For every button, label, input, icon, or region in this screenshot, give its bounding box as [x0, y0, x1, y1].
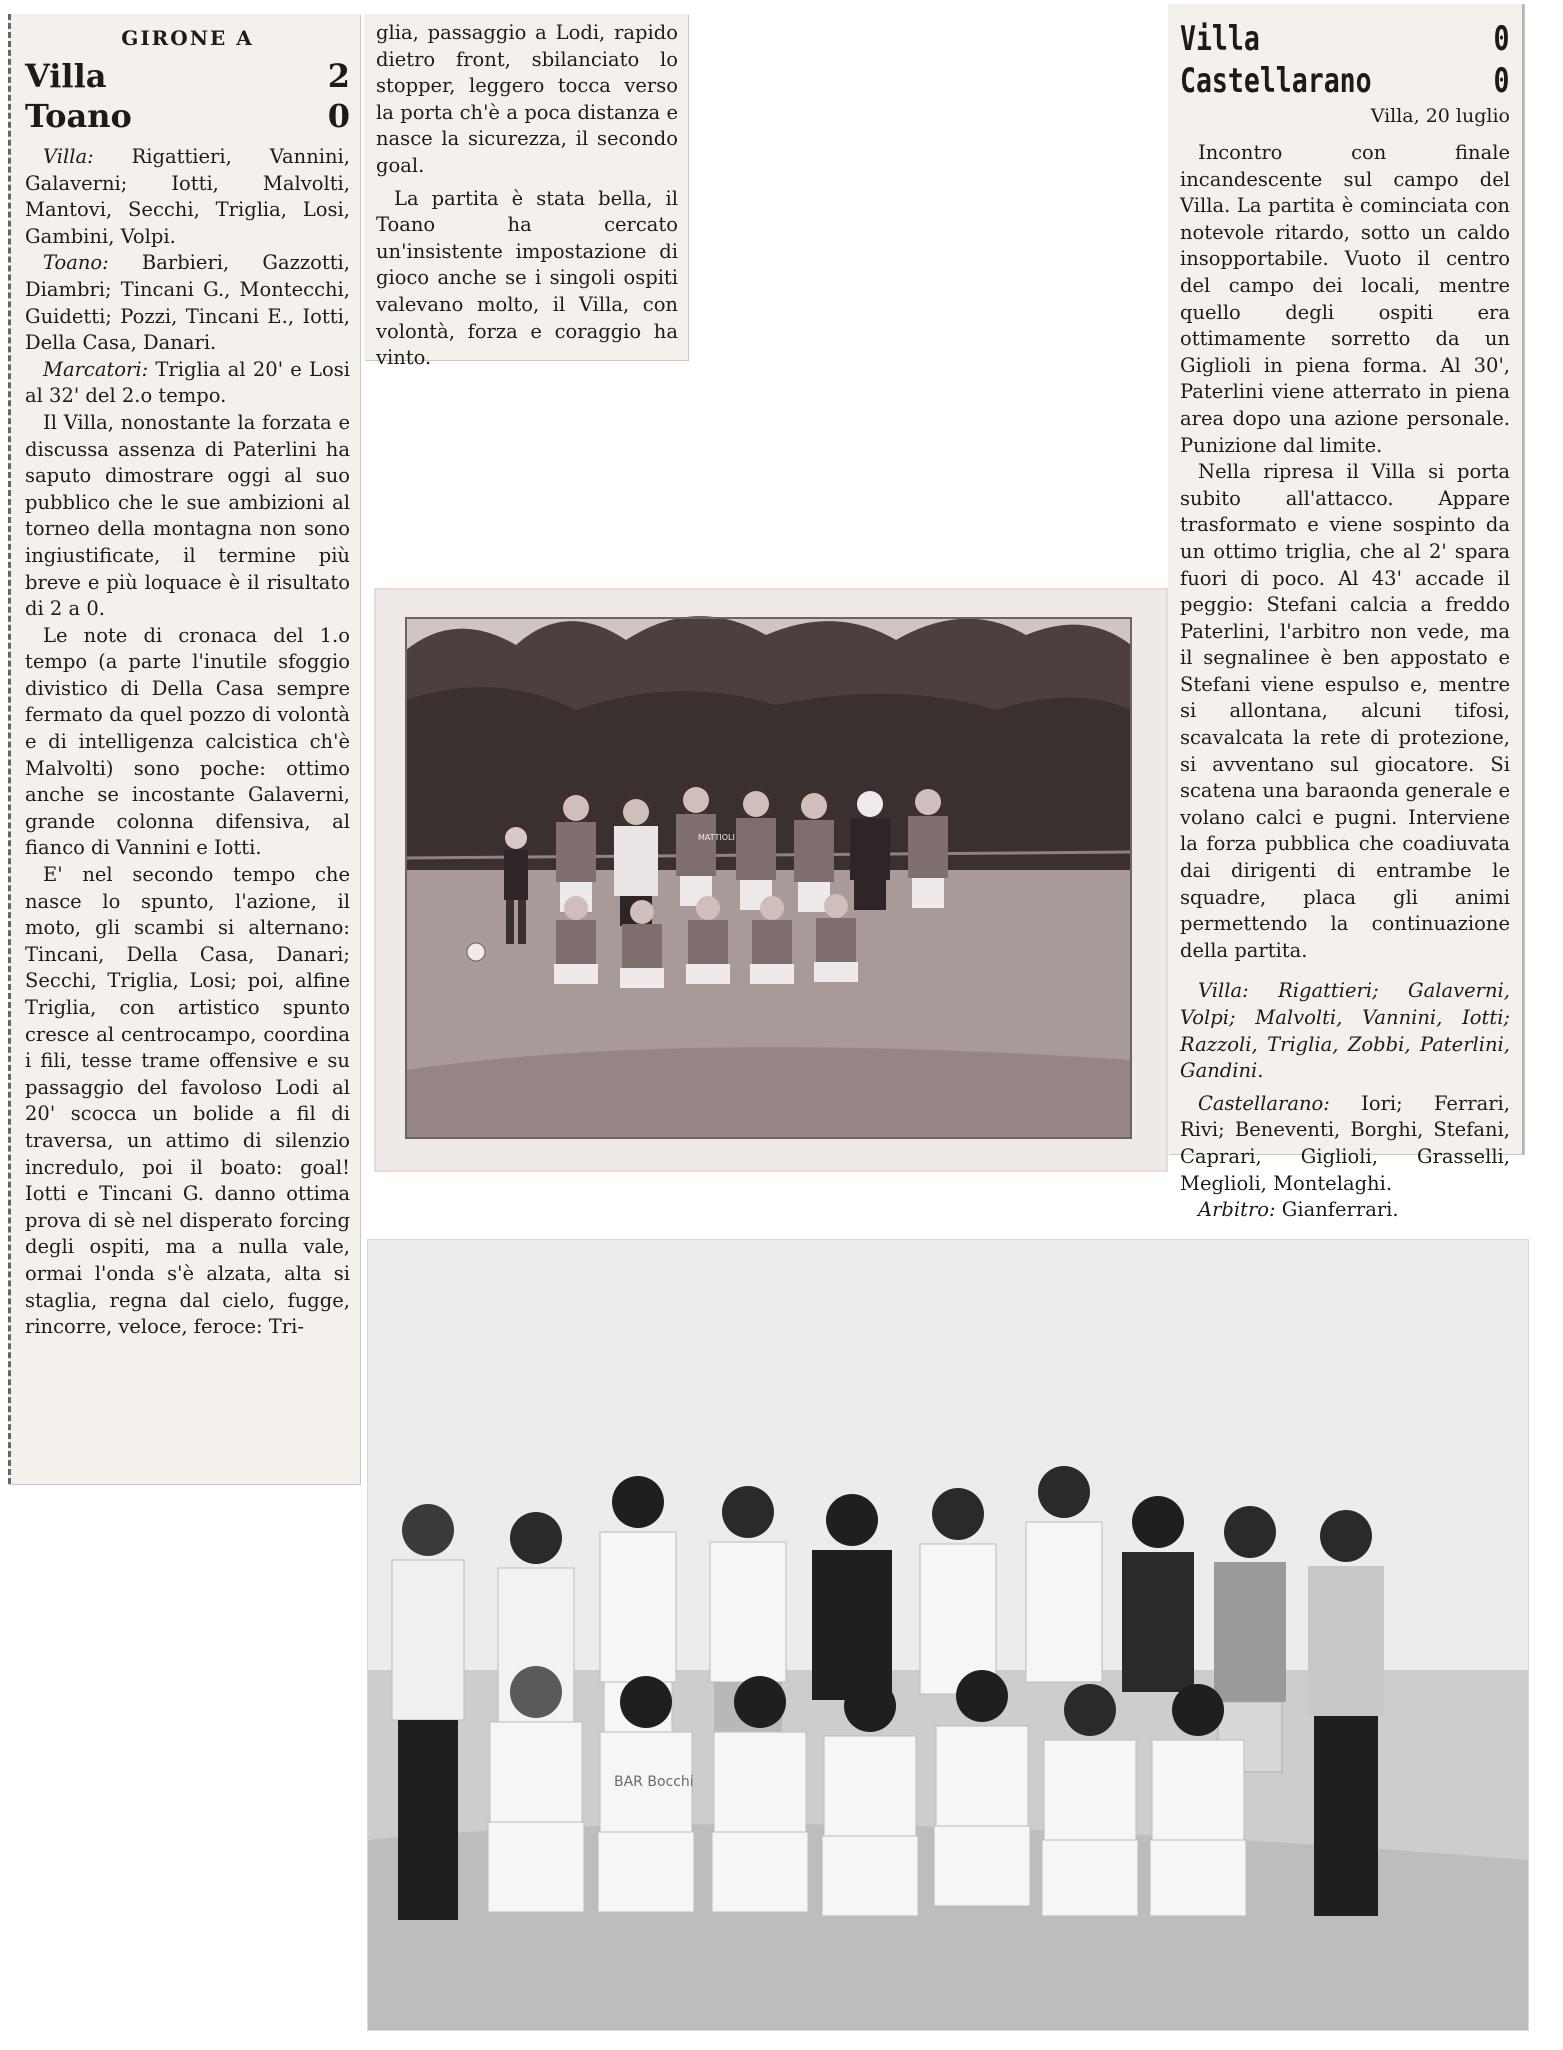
castellarano-lineup	[1180, 1091, 1510, 1197]
away-team-score: 0	[1493, 61, 1510, 101]
scorers-line	[25, 357, 350, 410]
score-row-away	[25, 96, 350, 136]
right-article-clipping	[1168, 4, 1524, 1222]
score-row-home	[25, 56, 350, 96]
continuation-paragraph: glia, passaggio a Lodi, rapido dietro front, sbilanciato lo stopper, leggero tocca verso la porta ch'è a poca distanza e nasce la sicurezza, il secondo goal.	[376, 21, 678, 177]
dateline: Villa, 20 luglio	[1370, 105, 1510, 127]
team-photo-small	[376, 590, 1166, 1170]
left-paragraph: Le note di cronaca del 1.o tempo (a parte l'inutile sfoggio divistico di Della Casa sempre fermato da quel pozzo di volontà e di intelligenza calcistica ch'è Malvolti) sono poche: ottimo anche se incostante Galaverni, grande colonna difensiva, al fianco di Vannini e Iotti.	[25, 623, 350, 860]
left-paragraph: E' nel secondo tempo che nasce lo spunto, l'azione, il moto, gli scambi si alternano: Tincani, Della Casa, Danari; Secchi, Triglia, Losi; poi, alfine Triglia, con artistico spunto cresce al centrocampo, coordina i fili, tesse trame offensive e su passaggio del favoloso Lodi al 20' scocca un bolide a fil di traversa, un attimo di silenzio incredulo, poi il boato: goal! Iotti e Tincani G. danno ottima prova di sè nel disperato forcing degli ospiti, ma a nulla vale, ormai l'onda s'è alzata, alta si staglia, regna dal cielo, fugge, rincorre, veloce, feroce: Tri-	[25, 863, 350, 1339]
right-paragraph: Nella ripresa il Villa si porta subito all'attacco. Appare trasformato e viene sospinto da un ottimo triglia, che al 2' spara fuori di poco. Al 43' accade il peggio: Stefani calcia a freddo Paterlini, l'arbitro non vede, ma il segnalinee è ben appostato e Stefani viene espulso e, mentre si allontana, alcuni tifosi, scavalcata la rete di protezione, si avventano sul giocatore. Si scatena una baraonda generale e volano calci e pugni. Interviene la forza pubblica che coadiuvata dai dirigenti di entrambe le squadre, placa gli animi permettendo la continuazione della partita.	[1180, 460, 1510, 962]
score-row-away	[1180, 60, 1509, 102]
group-heading: GIRONE A	[121, 26, 254, 50]
left-paragraph: Il Villa, nonostante la forzata e discussa assenza di Paterlini ha saputo dimostrare oggi al suo pubblico che le sue ambizioni al torneo della montagna non sono ingiustificate, il termine più breve e più loquace è il risultato di 2 a 0.	[25, 410, 350, 621]
castellarano-label: Castellarano:	[1198, 1091, 1330, 1115]
continuation-paragraph: La partita è stata bella, il Toano ha cercato un'insistente impostazione di gioco anche se i singoli ospiti valevano molto, il Villa, con volontà, forza e coraggio ha vinto.	[376, 186, 678, 370]
away-team-score: 0	[327, 97, 350, 135]
shirt-print: MATTIOLI	[698, 833, 735, 842]
villa-lineup	[25, 144, 350, 250]
toano-lineup-text: Barbieri, Gazzotti, Diambri; Tincani G., Montecchi, Guidetti; Pozzi, Tincani E., Iotti, Della Casa, Danari.	[25, 251, 350, 355]
team-photo-large-image	[368, 1240, 1528, 2030]
team-photo-large	[368, 1240, 1528, 2030]
photo-ground	[406, 1047, 1131, 1138]
villa-lineup-text: Rigattieri; Galaverni, Volpi; Malvolti, Vannini, Iotti; Razzoli, Triglia, Zobbi, Paterlini, Gandini.	[1180, 979, 1510, 1083]
castellarano-lineup-text: Iori; Ferrari, Rivi; Beneventi, Borghi, Stefani, Caprari, Giglioli, Grasselli, Meglioli, Montelaghi.	[1180, 1091, 1510, 1195]
shirt-print: BAR Bocchi	[614, 1774, 694, 1790]
home-team-score: 2	[327, 57, 350, 95]
scorers-text: Triglia al 20' e Losi al 32' del 2.o tempo.	[25, 357, 350, 408]
villa-lineup	[1180, 978, 1510, 1084]
villa-lineup-text: Rigattieri, Vannini, Galaverni; Iotti, Malvolti, Mantovi, Secchi, Triglia, Losi, Gambini, Volpi.	[25, 145, 350, 248]
continuation-body	[376, 20, 678, 372]
right-paragraph: Incontro con finale incandescente sul campo del Villa. La partita è cominciata con notevole ritardo, sotto un caldo insopportabile. Vuoto il centro del campo dei locali, mentre quello degli ospiti era ottimamente sorretto da un Giglioli in piena forma. Al 30', Paterlini viene atterrato in piena area dopo una azione personale. Punizione dal limite.	[1180, 141, 1510, 457]
toano-label: Toano:	[43, 251, 109, 275]
home-team-name: Villa	[1180, 19, 1260, 59]
referee-line	[1180, 1197, 1510, 1224]
toano-lineup	[25, 250, 350, 356]
ball-icon	[467, 943, 485, 961]
team-photo-small-image	[376, 590, 1166, 1170]
continuation-clipping	[364, 14, 688, 370]
away-team-name: Castellarano	[1180, 61, 1372, 101]
score-row-home	[1180, 18, 1509, 60]
home-team-name: Villa	[25, 57, 107, 95]
scorers-label: Marcatori:	[43, 357, 149, 381]
left-article-clipping	[8, 14, 360, 1484]
home-team-score: 0	[1493, 19, 1510, 59]
villa-label: Villa:	[1198, 979, 1249, 1003]
left-article-body	[25, 410, 350, 1341]
away-team-name: Toano	[25, 97, 132, 135]
right-article-body	[1180, 140, 1510, 964]
referee-text: Gianferrari.	[1281, 1198, 1399, 1222]
referee-label: Arbitro:	[1198, 1198, 1276, 1222]
villa-label: Villa:	[43, 145, 94, 168]
